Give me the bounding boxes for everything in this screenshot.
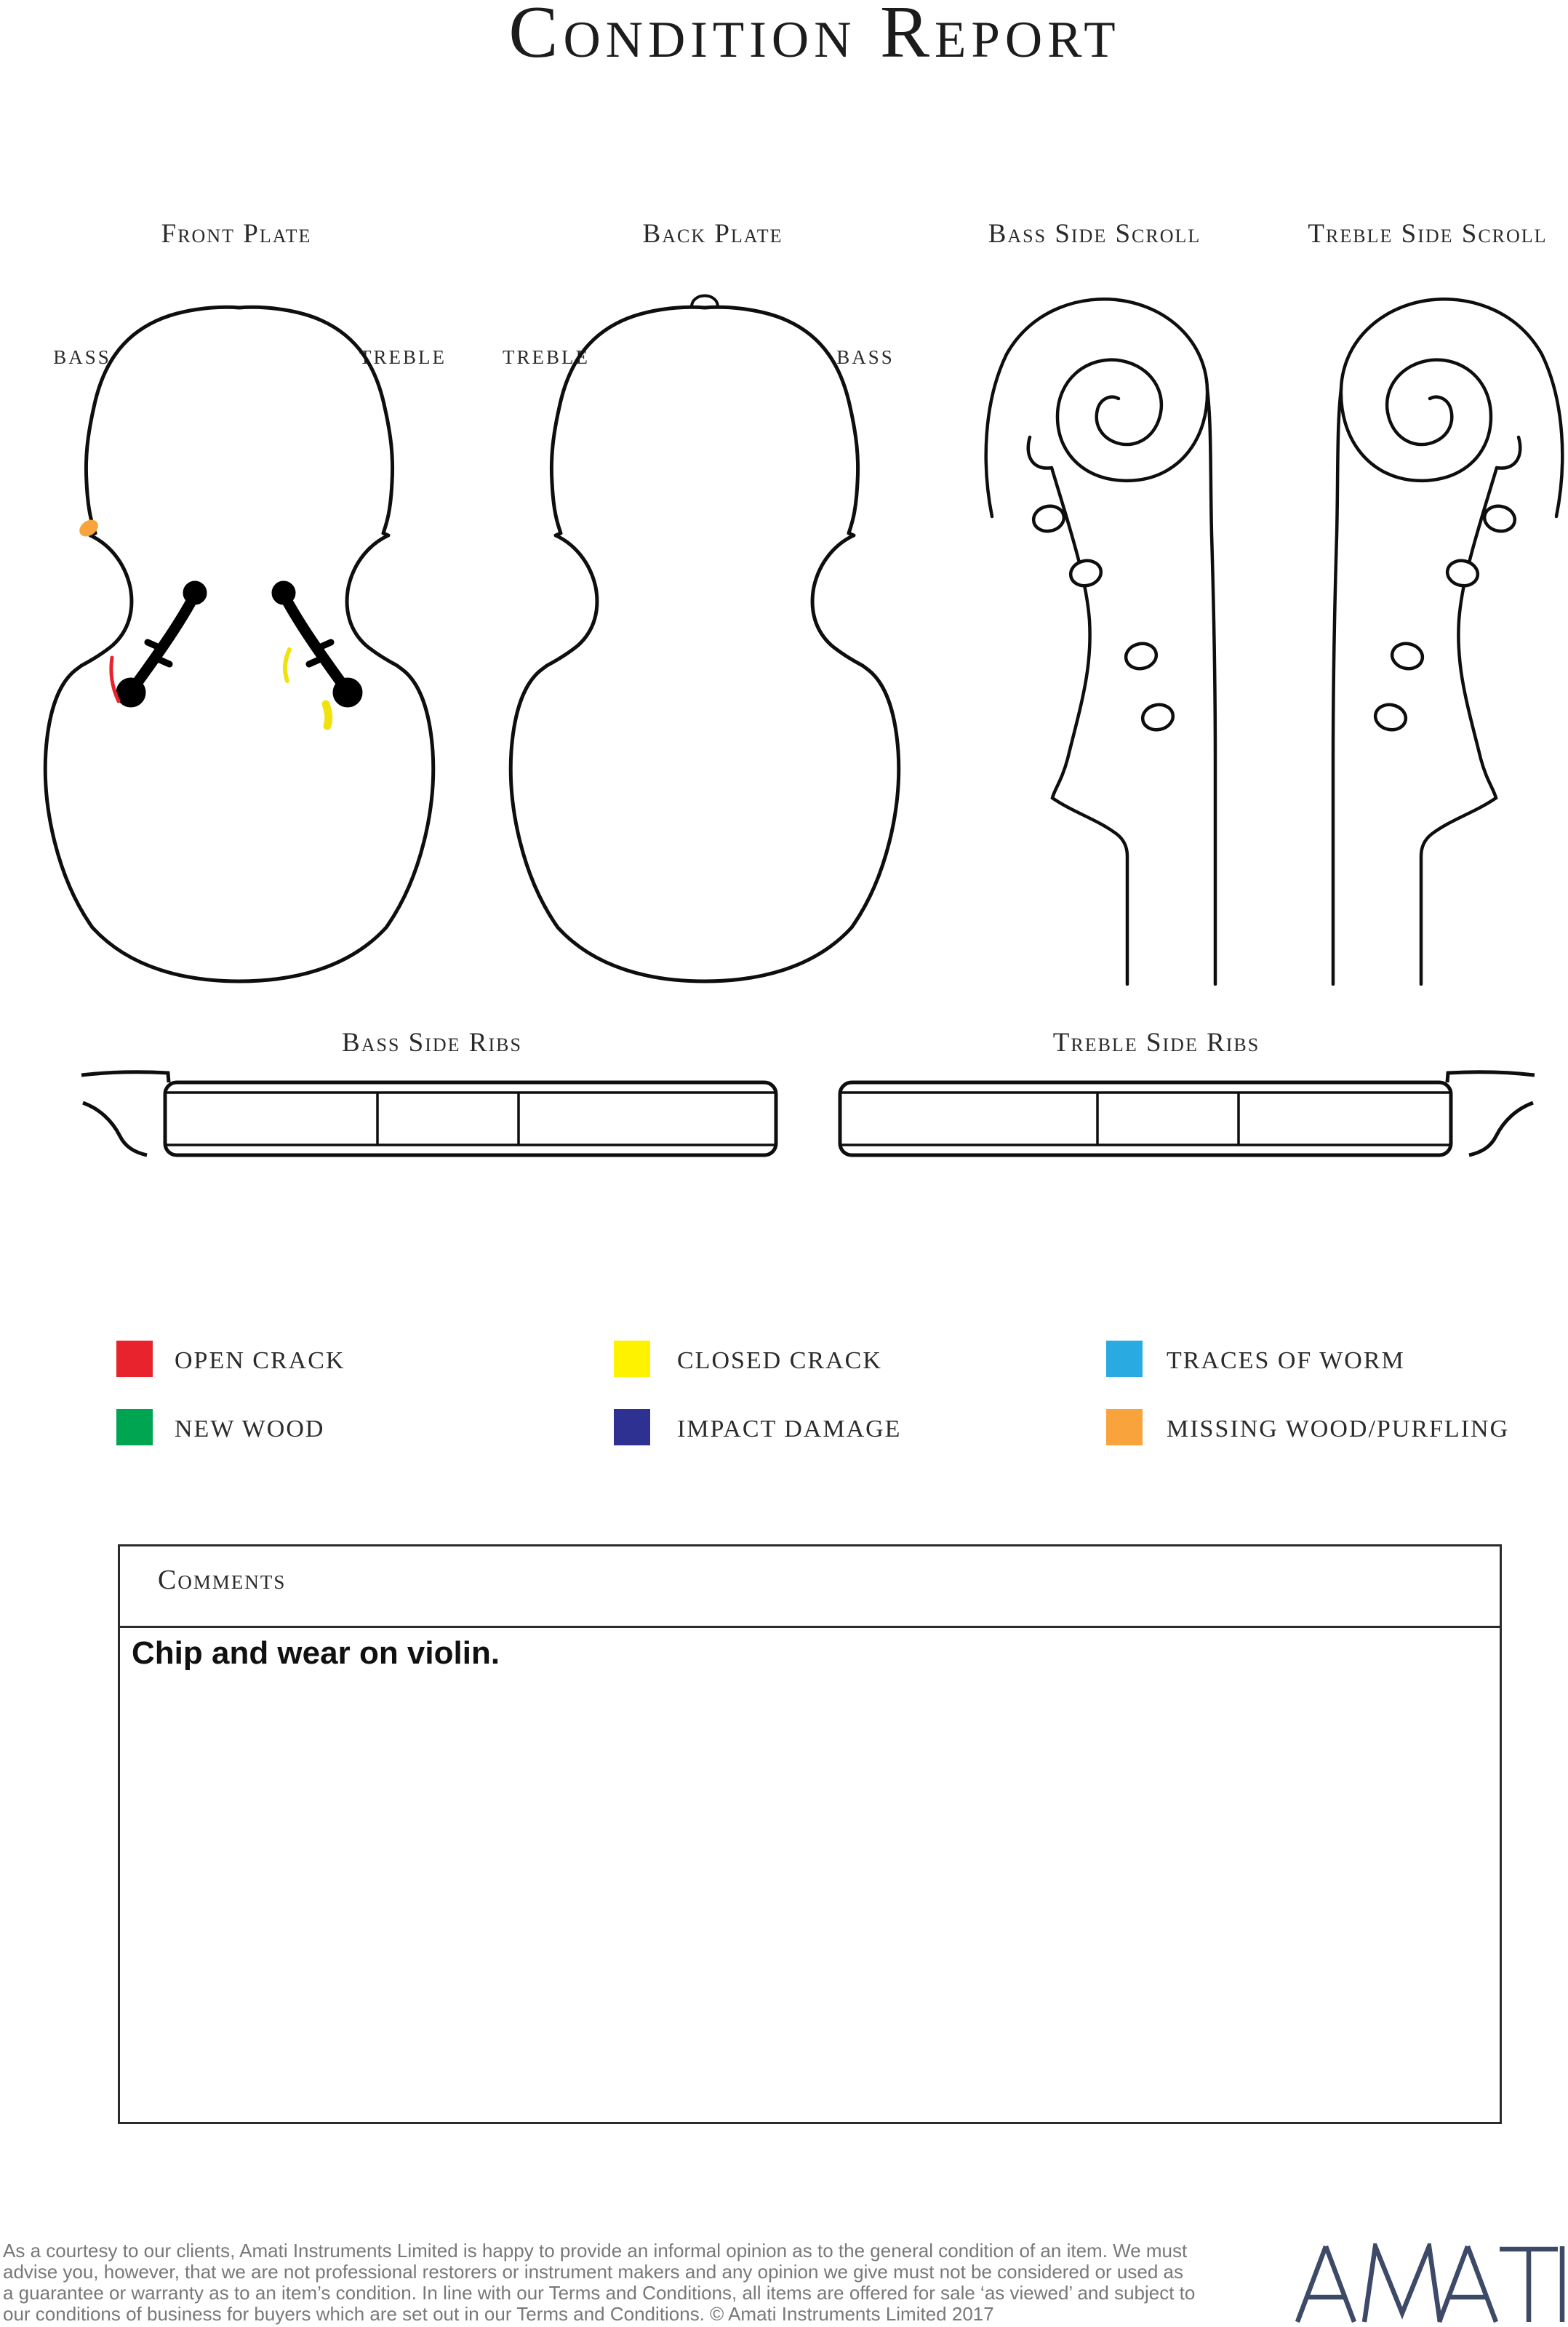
footer-line: our conditions of business for buyers which are set out in our Terms and Conditions. © Amati Instruments Limited 2017: [3, 2303, 994, 2325]
heading-bass-side-scroll: Bass Side Scroll: [988, 219, 1201, 249]
footer-line: advise you, however, that we are not professional restorers or instrument makers and any opinion we give must not be considered or used as: [3, 2261, 1183, 2283]
footer-disclaimer: [3, 2240, 1297, 2325]
footer-line: As a courtesy to our clients, Amati Instruments Limited is happy to provide an informal opinion as to the general condition of an item. We must: [3, 2240, 1188, 2262]
front-plate-treble-label: TREBLE: [359, 346, 447, 368]
damage-mark-closed-crack-lower: [326, 704, 329, 726]
comments-divider: [120, 1626, 1500, 1628]
back-plate-treble-label: TREBLE: [503, 346, 590, 368]
bass-side-scroll-diagram: [983, 295, 1231, 986]
legend-swatch-impact-damage: [614, 1409, 650, 1445]
scroll-outline-icon: [986, 299, 1215, 984]
scroll-pegs-icon: [1373, 503, 1517, 733]
heading-front-plate: Front Plate: [161, 219, 312, 249]
scroll-outline-icon: [1333, 299, 1562, 984]
heading-treble-side-ribs: Treble Side Ribs: [1052, 1028, 1260, 1058]
back-plate-diagram: [505, 289, 913, 987]
heading-treble-side-scroll: Treble Side Scroll: [1308, 219, 1548, 249]
heading-bass-side-ribs: Bass Side Ribs: [342, 1028, 522, 1058]
scroll-pegs-icon: [1031, 503, 1175, 733]
legend-swatch-closed-crack: [614, 1341, 650, 1377]
comments-box: [118, 1544, 1502, 2124]
back-plate-outline-icon: [511, 307, 898, 981]
legend-swatch-missing-wood: [1106, 1409, 1143, 1445]
amati-logo: [1293, 2243, 1568, 2325]
back-plate-bass-label: BASS: [836, 346, 895, 368]
ribs-outline-icon: [840, 1072, 1535, 1155]
bass-side-ribs-diagram: [80, 1069, 778, 1178]
legend-label-closed-crack: CLOSED CRACK: [677, 1347, 882, 1374]
ribs-outline-icon: [81, 1072, 776, 1155]
legend-swatch-new-wood: [116, 1409, 153, 1445]
legend-label-traces-of-worm: TRACES OF WORM: [1167, 1347, 1405, 1374]
front-plate-outline-icon: [45, 307, 433, 981]
damage-mark-closed-crack-upper: [285, 650, 289, 681]
legend-swatch-traces-of-worm: [1106, 1341, 1143, 1377]
front-plate-diagram: [40, 302, 447, 993]
legend-label-missing-wood: MISSING WOOD/PURFLING: [1167, 1416, 1510, 1442]
page-title: Condition Report: [508, 0, 1121, 73]
front-plate-bass-label: BASS: [53, 346, 111, 368]
comments-text: Chip and wear on violin.: [132, 1635, 500, 1671]
legend-swatch-open-crack: [116, 1341, 153, 1377]
legend-label-new-wood: NEW WOOD: [175, 1416, 325, 1442]
treble-side-scroll-diagram: [1318, 295, 1565, 986]
treble-side-ribs-diagram: [838, 1069, 1536, 1178]
amati-logo-icon: [1297, 2246, 1562, 2322]
legend-label-impact-damage: IMPACT DAMAGE: [677, 1416, 902, 1442]
legend-label-open-crack: OPEN CRACK: [175, 1347, 345, 1374]
footer-line: a guarantee or warranty as to an item’s condition. In line with our Terms and Conditions, all items are offered for sale ‘as viewed’ and subject to: [3, 2282, 1196, 2304]
comments-heading: Comments: [158, 1565, 287, 1595]
heading-back-plate: Back Plate: [642, 219, 783, 249]
damage-mark-open-crack: [111, 658, 119, 701]
